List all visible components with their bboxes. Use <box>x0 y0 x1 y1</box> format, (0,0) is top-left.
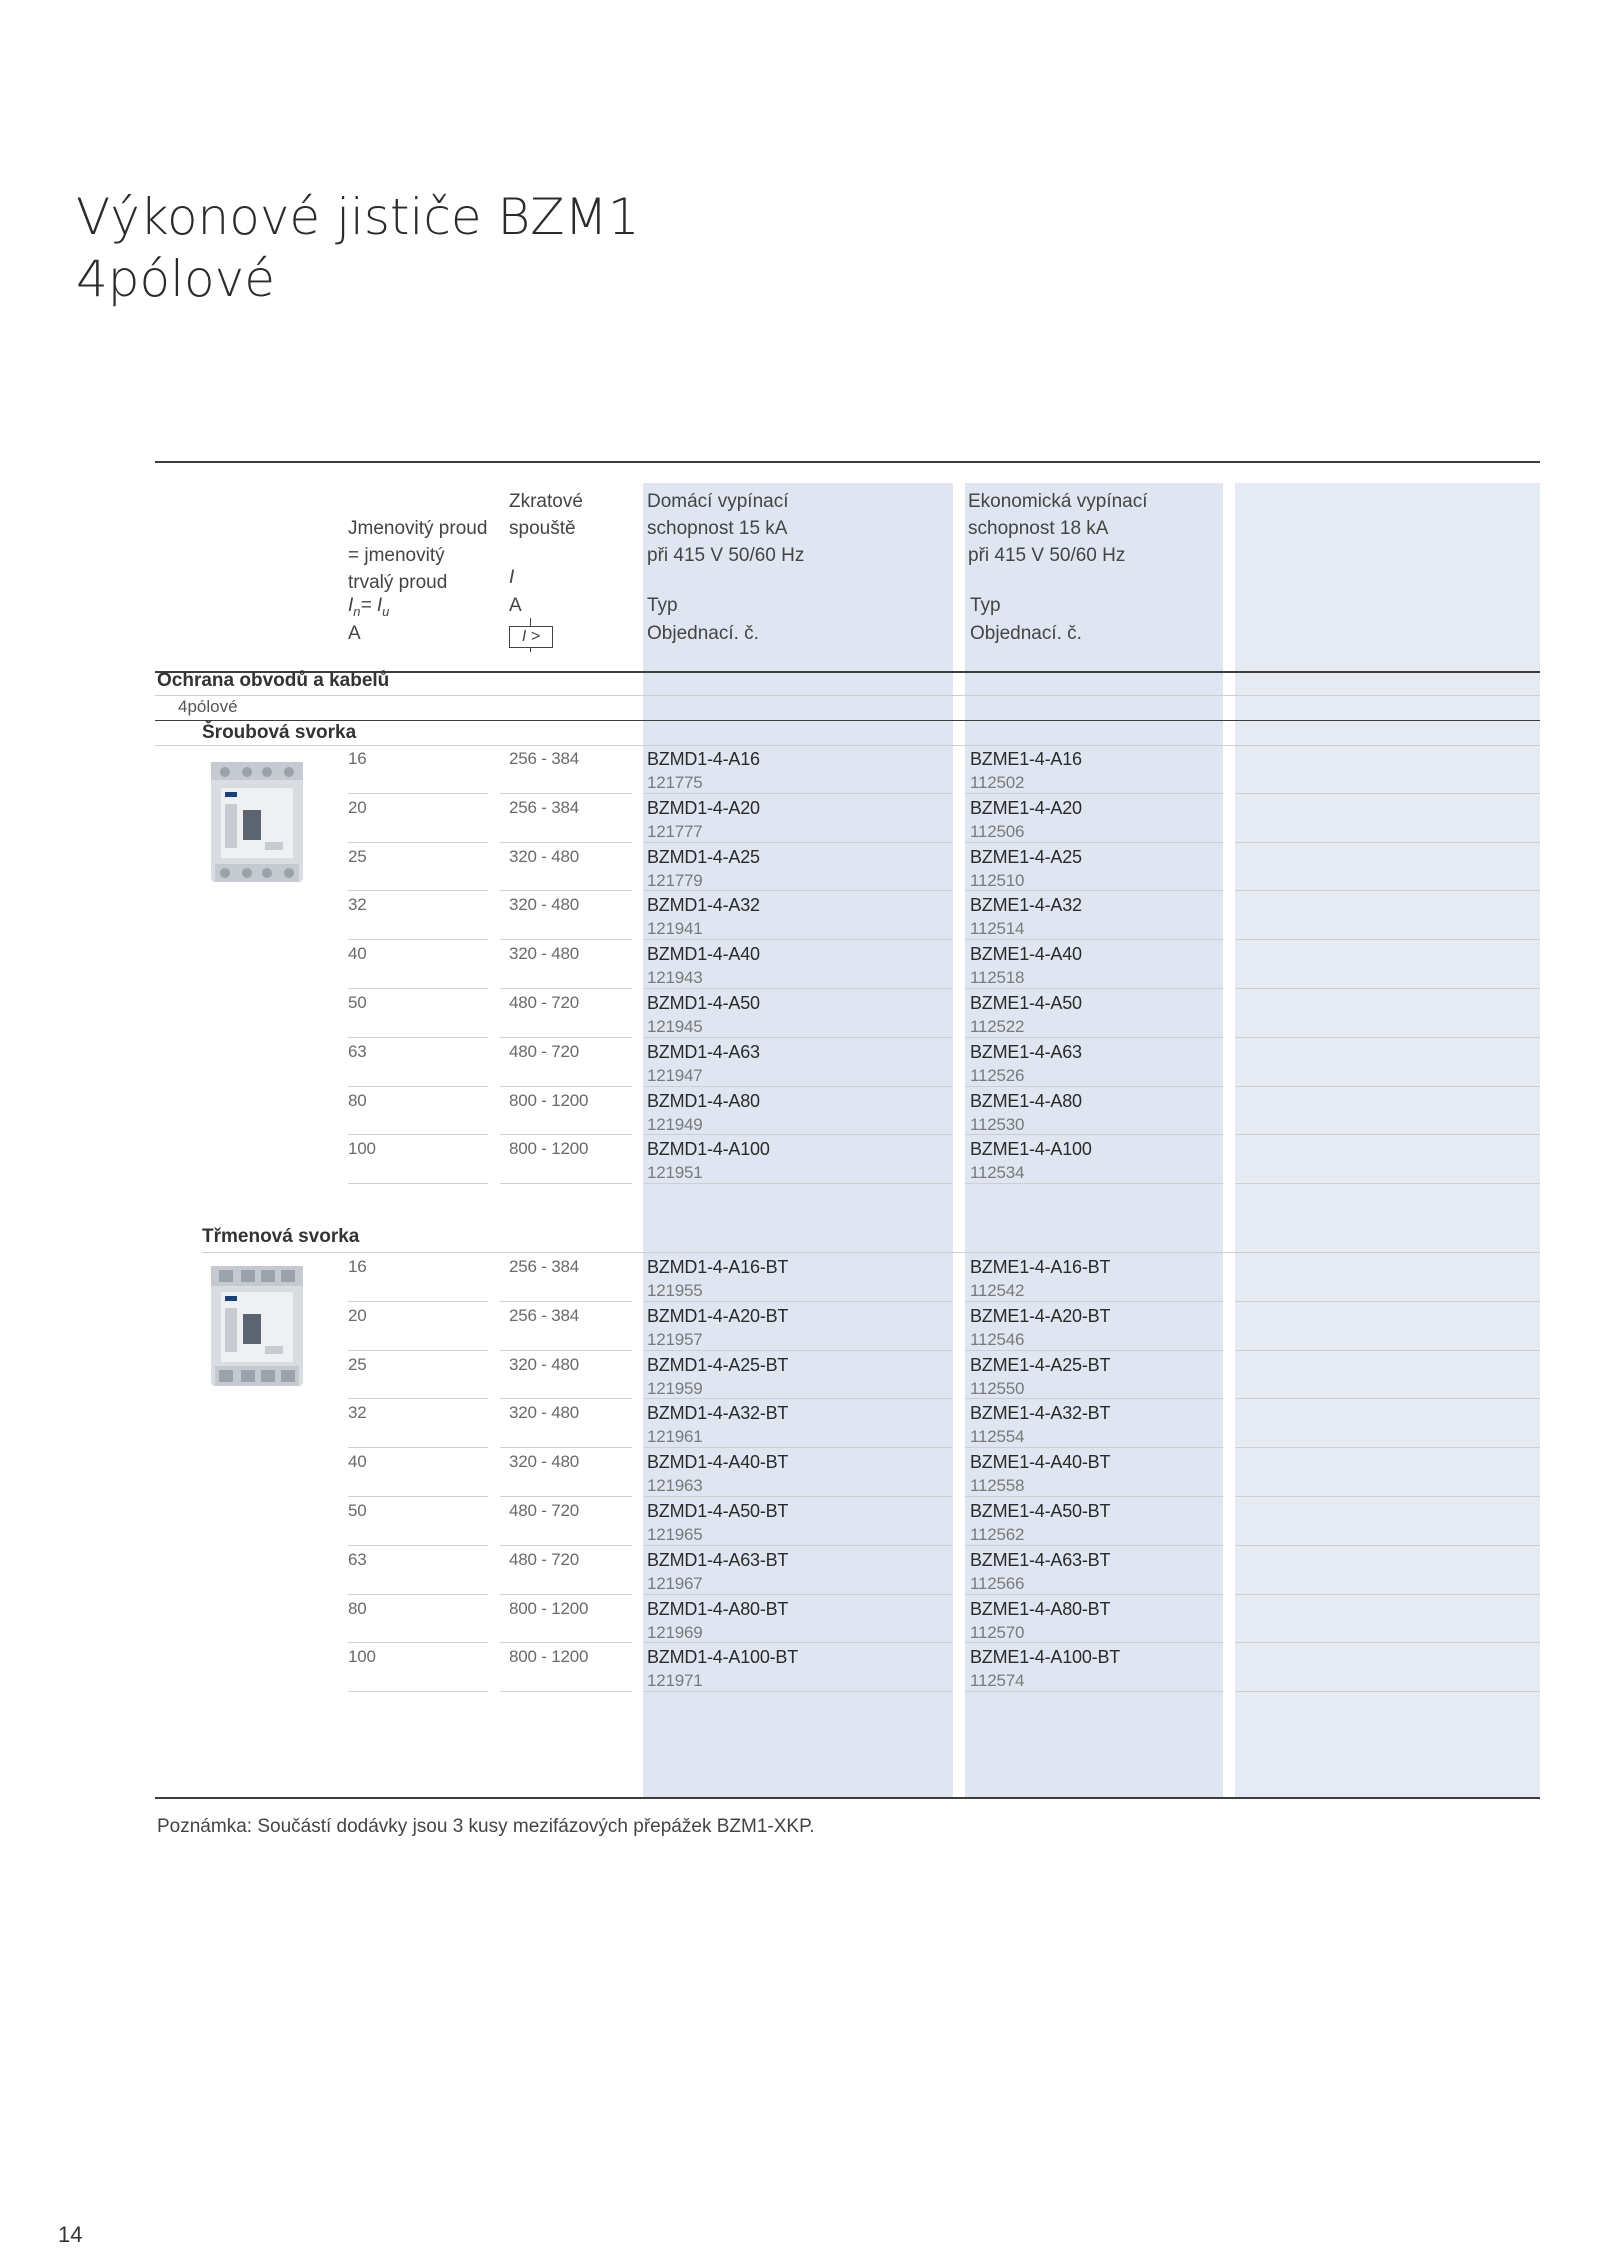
header-trip-unit: A <box>509 595 522 616</box>
header-domestic-ord: Objednací. č. <box>647 623 759 644</box>
cell-economic-order: 112554 <box>970 1427 1025 1447</box>
row-divider <box>965 939 1223 940</box>
row-divider <box>348 793 488 794</box>
row-divider <box>1235 1037 1540 1038</box>
cell-economic-type: BZME1-4-A50 <box>970 993 1082 1013</box>
cell-economic-type: BZME1-4-A80-BT <box>970 1598 1111 1619</box>
row-divider <box>500 1594 632 1595</box>
cell-domestic-order: 121961 <box>647 1427 703 1447</box>
cell-domestic-type: BZMD1-4-A16-BT <box>647 1257 789 1277</box>
row-divider <box>348 1301 488 1302</box>
cell-domestic-type: BZMD1-4-A100 <box>647 1139 770 1160</box>
cell-domestic-order: 121965 <box>647 1525 703 1544</box>
row-divider <box>348 1545 488 1546</box>
cell-domestic-order: 121943 <box>647 968 703 988</box>
cell-domestic-type: BZMD1-4-A20-BT <box>647 1305 789 1326</box>
row-divider <box>643 1301 953 1302</box>
row-divider <box>965 1037 1223 1038</box>
cell-current: 80 <box>348 1598 367 1618</box>
row-divider <box>1235 1642 1540 1643</box>
row-divider <box>1235 1545 1540 1546</box>
cell-economic-type: BZME1-4-A20 <box>970 797 1082 818</box>
row-divider <box>500 1350 632 1351</box>
cell-economic-order: 112518 <box>970 968 1025 988</box>
page-number: 14 <box>58 2222 83 2247</box>
cell-economic-type: BZME1-4-A32 <box>970 895 1082 916</box>
cell-domestic-type: BZMD1-4-A40 <box>647 944 760 965</box>
breaker-screw-terminal-image <box>205 762 309 882</box>
row-divider <box>1235 1134 1540 1135</box>
cell-trip: 480 - 720 <box>509 1041 580 1061</box>
cell-domestic-order: 121779 <box>647 870 703 890</box>
trip-symbol-icon <box>509 624 553 646</box>
section-title-rule <box>155 695 1540 696</box>
row-divider <box>348 1594 488 1595</box>
cell-economic-order: 112514 <box>970 919 1025 939</box>
footnote: Poznámka: Součástí dodávky jsou 3 kusy mezifázových přepážek BZM1-XKP. <box>157 1816 815 1837</box>
row-divider <box>643 1086 953 1087</box>
cell-domestic-order: 121777 <box>647 821 703 841</box>
row-divider <box>348 1642 488 1643</box>
row-divider <box>1235 1301 1540 1302</box>
cell-economic-type: BZME1-4-A100-BT <box>970 1647 1121 1668</box>
cell-economic-order: 112550 <box>970 1378 1025 1398</box>
row-divider <box>643 1594 953 1595</box>
section-subtitle-rule <box>155 720 1540 721</box>
cell-economic-order: 112574 <box>970 1671 1025 1691</box>
row-divider <box>643 1350 953 1351</box>
cell-economic-type: BZME1-4-A25-BT <box>970 1354 1111 1375</box>
cell-economic-type: BZME1-4-A63 <box>970 1041 1082 1062</box>
row-divider <box>965 1398 1223 1399</box>
row-divider <box>500 1134 632 1135</box>
cell-domestic-type: BZMD1-4-A63 <box>647 1041 760 1062</box>
row-divider <box>643 890 953 891</box>
cell-trip: 320 - 480 <box>509 944 580 964</box>
breaker-stirrup-terminal-image <box>205 1266 309 1386</box>
cell-domestic-type: BZMD1-4-A63-BT <box>647 1549 789 1570</box>
cell-trip: 256 - 384 <box>509 749 580 768</box>
row-divider <box>643 1691 953 1692</box>
row-divider <box>1235 1594 1540 1595</box>
cell-economic-type: BZME1-4-A16 <box>970 749 1082 769</box>
header-domestic: Domácí vypínací schopnost 15 kA při 415 V 50/60 Hz <box>647 491 805 566</box>
cell-domestic-type: BZMD1-4-A25-BT <box>647 1354 789 1375</box>
cell-domestic-type: BZMD1-4-A20 <box>647 797 760 818</box>
cell-economic-order: 112566 <box>970 1573 1025 1593</box>
cell-current: 25 <box>348 1354 367 1374</box>
row-divider <box>348 1183 488 1184</box>
header-trip-symbol: I <box>509 567 515 588</box>
row-divider <box>500 939 632 940</box>
cell-economic-order: 112502 <box>970 773 1025 792</box>
row-divider <box>500 890 632 891</box>
symbol-eq: = I <box>360 595 383 616</box>
row-divider <box>500 1545 632 1546</box>
symbol-sub-n: n <box>353 603 361 619</box>
cell-economic-type: BZME1-4-A32-BT <box>970 1403 1111 1424</box>
cell-current: 50 <box>348 1501 367 1520</box>
cell-trip: 256 - 384 <box>509 1305 580 1325</box>
cell-current: 32 <box>348 1403 367 1423</box>
cell-domestic-order: 121949 <box>647 1114 703 1134</box>
symbol-i: I <box>348 595 354 616</box>
cell-trip: 800 - 1200 <box>509 1139 589 1159</box>
row-divider <box>965 842 1223 843</box>
row-divider <box>348 1037 488 1038</box>
row-divider <box>965 988 1223 989</box>
cell-current: 25 <box>348 846 367 866</box>
cell-trip: 480 - 720 <box>509 1501 580 1520</box>
cell-domestic-order: 121969 <box>647 1622 703 1642</box>
row-divider <box>1235 1398 1540 1399</box>
cell-trip: 800 - 1200 <box>509 1090 589 1110</box>
row-divider <box>500 1301 632 1302</box>
cell-trip: 480 - 720 <box>509 1549 580 1569</box>
row-divider <box>348 988 488 989</box>
row-divider <box>643 1183 953 1184</box>
cell-current: 40 <box>348 944 367 964</box>
cell-domestic-order: 121959 <box>647 1378 703 1398</box>
row-divider <box>348 842 488 843</box>
row-divider <box>1235 842 1540 843</box>
row-divider <box>1235 939 1540 940</box>
row-divider <box>348 890 488 891</box>
row-divider <box>1235 1496 1540 1497</box>
cell-economic-type: BZME1-4-A50-BT <box>970 1501 1111 1521</box>
row-divider <box>1235 1691 1540 1692</box>
cell-current: 16 <box>348 749 367 768</box>
cell-economic-type: BZME1-4-A16-BT <box>970 1257 1111 1277</box>
row-divider <box>965 1594 1223 1595</box>
cell-economic-type: BZME1-4-A80 <box>970 1090 1082 1111</box>
cell-domestic-order: 121951 <box>647 1163 703 1183</box>
row-divider <box>643 1545 953 1546</box>
row-divider <box>500 988 632 989</box>
row-divider <box>500 1447 632 1448</box>
row-divider <box>1235 1350 1540 1351</box>
row-divider <box>643 793 953 794</box>
row-divider <box>965 1545 1223 1546</box>
row-divider <box>643 842 953 843</box>
cell-domestic-type: BZMD1-4-A40-BT <box>647 1452 789 1473</box>
cell-trip: 320 - 480 <box>509 1403 580 1423</box>
cell-current: 20 <box>348 1305 367 1325</box>
cell-domestic-order: 121941 <box>647 919 703 939</box>
row-divider <box>500 1086 632 1087</box>
header-trip: Zkratové spouště <box>509 491 583 539</box>
row-divider <box>500 1496 632 1497</box>
cell-economic-type: BZME1-4-A20-BT <box>970 1305 1111 1326</box>
cell-current: 16 <box>348 1257 367 1276</box>
cell-domestic-type: BZMD1-4-A100-BT <box>647 1647 799 1668</box>
header-current-label: Jmenovitý proud = jmenovitý trvalý proud <box>348 518 488 593</box>
cell-economic-type: BZME1-4-A25 <box>970 846 1082 867</box>
cell-current: 40 <box>348 1452 367 1472</box>
cell-current: 100 <box>348 1647 376 1667</box>
cell-trip: 480 - 720 <box>509 993 580 1012</box>
trip-symbol-label: I > <box>509 626 553 648</box>
cell-economic-type: BZME1-4-A100 <box>970 1139 1092 1160</box>
cell-economic-order: 112546 <box>970 1329 1025 1349</box>
row-divider <box>965 1691 1223 1692</box>
row-divider <box>643 1398 953 1399</box>
header-economic-ord: Objednací. č. <box>970 623 1082 644</box>
cell-current: 63 <box>348 1549 367 1569</box>
cell-economic-type: BZME1-4-A40 <box>970 944 1082 965</box>
page-title <box>76 186 640 310</box>
row-divider <box>643 1134 953 1135</box>
cell-domestic-order: 121967 <box>647 1573 703 1593</box>
cell-economic-type: BZME1-4-A63-BT <box>970 1549 1111 1570</box>
cell-current: 32 <box>348 895 367 915</box>
table-bottom-rule <box>155 1797 1540 1799</box>
section-subtitle: 4pólové <box>178 697 238 716</box>
row-divider <box>965 1183 1223 1184</box>
row-divider <box>643 1447 953 1448</box>
row-divider <box>643 1642 953 1643</box>
header-current-unit: A <box>348 623 361 644</box>
cell-domestic-type: BZMD1-4-A50 <box>647 993 760 1013</box>
cell-economic-order: 112542 <box>970 1281 1025 1300</box>
header-economic-typ: Typ <box>970 595 1001 616</box>
cell-economic-order: 112558 <box>970 1476 1025 1496</box>
row-divider <box>500 1037 632 1038</box>
cell-domestic-order: 121963 <box>647 1476 703 1496</box>
row-divider <box>965 890 1223 891</box>
cell-domestic-order: 121945 <box>647 1017 703 1036</box>
cell-domestic-type: BZMD1-4-A25 <box>647 846 760 867</box>
cell-economic-order: 112530 <box>970 1114 1025 1134</box>
row-divider <box>965 793 1223 794</box>
cell-economic-order: 112562 <box>970 1525 1025 1544</box>
cell-economic-order: 112510 <box>970 870 1025 890</box>
cell-trip: 256 - 384 <box>509 1257 580 1276</box>
page-title-line1: Výkonové jističe BZM1 <box>76 188 640 246</box>
cell-economic-type: BZME1-4-A40-BT <box>970 1452 1111 1473</box>
cell-current: 20 <box>348 797 367 817</box>
row-divider <box>965 1350 1223 1351</box>
cell-trip: 320 - 480 <box>509 846 580 866</box>
row-divider <box>1235 988 1540 989</box>
row-divider <box>965 1134 1223 1135</box>
symbol-sub-u: u <box>382 603 390 619</box>
cell-domestic-type: BZMD1-4-A16 <box>647 749 760 769</box>
cell-domestic-type: BZMD1-4-A50-BT <box>647 1501 789 1521</box>
row-divider <box>1235 890 1540 891</box>
row-divider <box>348 1086 488 1087</box>
cell-domestic-type: BZMD1-4-A80-BT <box>647 1598 789 1619</box>
row-divider <box>965 1447 1223 1448</box>
section-title: Ochrana obvodů a kabelů <box>157 670 390 691</box>
row-divider <box>965 1642 1223 1643</box>
cell-domestic-order: 121955 <box>647 1281 703 1300</box>
row-divider <box>643 939 953 940</box>
cell-domestic-order: 121957 <box>647 1329 703 1349</box>
row-divider <box>1235 1447 1540 1448</box>
row-divider <box>348 1350 488 1351</box>
row-divider <box>500 1398 632 1399</box>
cell-domestic-type: BZMD1-4-A32-BT <box>647 1403 789 1424</box>
column-blank-background <box>1235 483 1540 1799</box>
row-divider <box>348 939 488 940</box>
row-divider <box>348 1134 488 1135</box>
cell-domestic-type: BZMD1-4-A80 <box>647 1090 760 1111</box>
row-divider <box>348 1496 488 1497</box>
cell-economic-order: 112570 <box>970 1622 1025 1642</box>
row-divider <box>965 1301 1223 1302</box>
row-divider <box>1235 1183 1540 1184</box>
cell-trip: 320 - 480 <box>509 1452 580 1472</box>
cell-economic-order: 112526 <box>970 1065 1025 1085</box>
row-divider <box>348 1447 488 1448</box>
cell-domestic-type: BZMD1-4-A32 <box>647 895 760 916</box>
row-divider <box>1235 1086 1540 1087</box>
row-divider <box>643 1037 953 1038</box>
group-title-screw: Šroubová svorka <box>202 722 357 743</box>
row-divider <box>965 1496 1223 1497</box>
cell-economic-order: 112522 <box>970 1017 1025 1036</box>
row-divider <box>643 1496 953 1497</box>
row-divider <box>500 793 632 794</box>
cell-trip: 256 - 384 <box>509 797 580 817</box>
header-domestic-typ: Typ <box>647 595 678 616</box>
row-divider <box>500 1642 632 1643</box>
row-divider <box>500 1183 632 1184</box>
header-economic: Ekonomická vypínací schopnost 18 kA při 415 V 50/60 Hz <box>968 491 1148 566</box>
page-title-line2: 4pólové <box>76 250 275 308</box>
cell-trip: 800 - 1200 <box>509 1598 589 1618</box>
cell-domestic-order: 121775 <box>647 773 703 792</box>
cell-economic-order: 112534 <box>970 1163 1025 1183</box>
row-divider <box>348 1691 488 1692</box>
cell-current: 100 <box>348 1139 376 1159</box>
table-top-rule <box>155 461 1540 463</box>
cell-economic-order: 112506 <box>970 821 1025 841</box>
cell-domestic-order: 121947 <box>647 1065 703 1085</box>
group-title-stirrup-rule <box>202 1252 1540 1253</box>
row-divider <box>643 988 953 989</box>
row-divider <box>348 1398 488 1399</box>
cell-current: 63 <box>348 1041 367 1061</box>
row-divider <box>500 1691 632 1692</box>
cell-trip: 320 - 480 <box>509 1354 580 1374</box>
row-divider <box>500 842 632 843</box>
cell-current: 80 <box>348 1090 367 1110</box>
group-title-stirrup: Třmenová svorka <box>202 1226 360 1247</box>
row-divider <box>1235 793 1540 794</box>
cell-trip: 320 - 480 <box>509 895 580 915</box>
cell-current: 50 <box>348 993 367 1012</box>
cell-domestic-order: 121971 <box>647 1671 703 1691</box>
row-divider <box>965 1086 1223 1087</box>
cell-trip: 800 - 1200 <box>509 1647 589 1667</box>
group-title-screw-rule <box>155 745 1540 746</box>
